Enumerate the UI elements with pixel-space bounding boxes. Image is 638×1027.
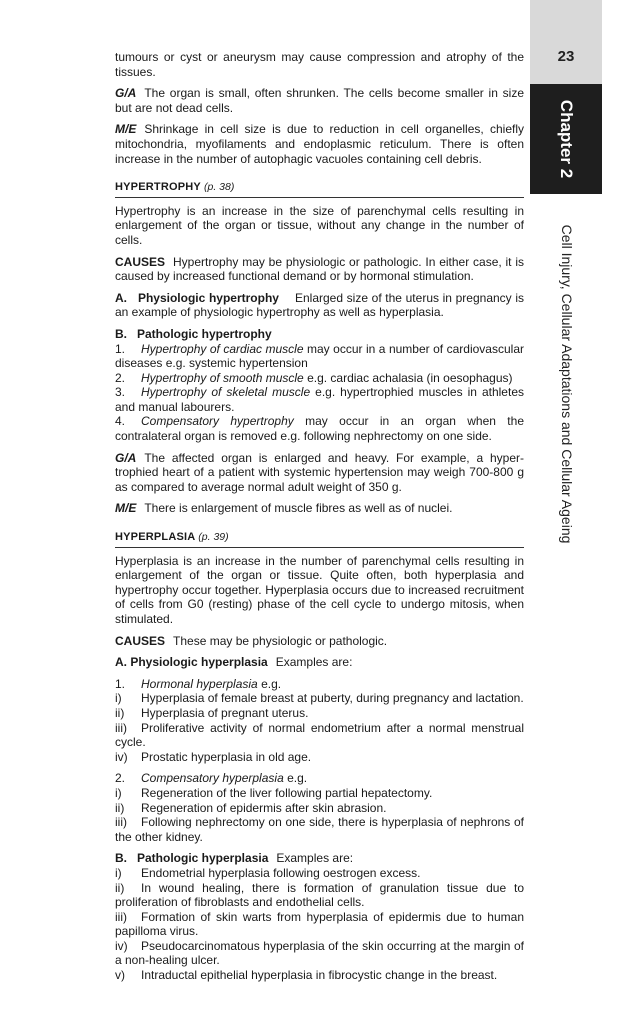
me-text: Shrinkage in cell size is due to reduction in cell organelles, chiefly mitochondria, myofilaments and endoplasmic reticulum. There is often increase in the number of autophagic vacuoles containing cell debris. <box>115 122 524 166</box>
item-number: iv) <box>115 938 128 953</box>
list-item <box>115 750 524 765</box>
item-text: Regeneration of the liver following partial hepatectomy. <box>141 785 433 800</box>
ga-label: G/A <box>115 450 137 465</box>
chapter-sidebar <box>530 0 602 1027</box>
list-item <box>115 691 524 706</box>
me-text: There is enlargement of muscle fibres as well as of nuclei. <box>144 501 453 516</box>
pathologic-hyperplasia <box>115 851 524 982</box>
physiologic-hyperplasia <box>115 655 524 670</box>
hypertrophy-definition: Hypertrophy is an increase in the size of parenchymal cells resulting in enlargement of the organ or tissue, without any change in the number of cells. <box>115 203 524 247</box>
item-number: ii) <box>115 705 125 720</box>
subheading: B. Pathologic hyperplasia <box>115 851 269 866</box>
page-reference: (p. 38) <box>204 181 235 194</box>
list-item <box>115 786 524 801</box>
page-reference: (p. 39) <box>198 531 229 544</box>
subheading: A. Physiologic hyperplasia <box>115 655 268 670</box>
item-text: e.g. cardiac achalasia (in oesophagus) <box>303 370 513 385</box>
item-text: Following nephrectomy on one side, there is hyperplasia of nephrons of the other kidney. <box>115 815 524 844</box>
atrophy-ga-paragraph <box>115 86 524 115</box>
item-number: iii) <box>115 909 127 924</box>
item-text: Proliferative activity of normal endometrium after a normal menstrual cycle. <box>115 720 524 750</box>
list-item <box>115 414 524 443</box>
page-number: 23 <box>557 48 575 65</box>
item-text: Pseudocarcinomatous hyperplasia of the skin occurring at the margin of a non-healing ulcer. <box>115 938 524 968</box>
page-number-box <box>530 0 602 84</box>
causes-text: These may be physiologic or pathologic. <box>173 633 388 648</box>
subheading-text: Examples are: <box>275 655 353 670</box>
hypertrophy-heading <box>115 180 524 198</box>
ga-text: The affected organ is enlarged and heavy. For example, a hyper-trophied heart of a patient with systemic hypertension may weigh 700-800 g as compared to average normal adult weight of 350 g. <box>115 450 524 494</box>
item-number: i) <box>115 865 122 880</box>
item-number: 1. <box>115 341 126 356</box>
running-title: Cell Injury, Cellular Adaptations and Cellular Ageing <box>559 224 575 544</box>
hypertrophy-causes <box>115 255 524 284</box>
list-item <box>115 371 524 386</box>
item-number: 2. <box>115 771 126 786</box>
pathologic-hypertrophy <box>115 327 524 444</box>
item-term: Hypertrophy of skeletal muscle <box>141 385 311 400</box>
ga-label: G/A <box>115 86 137 101</box>
item-number: iv) <box>115 749 128 764</box>
list-item <box>115 706 524 721</box>
section-title: HYPERPLASIA <box>115 531 196 544</box>
list-item <box>115 815 524 844</box>
list-item <box>115 939 524 968</box>
item-number: 2. <box>115 370 126 385</box>
item-term: Hormonal hyperplasia <box>141 676 258 691</box>
item-term: Hypertrophy of smooth muscle <box>141 370 304 385</box>
item-number: 1. <box>115 676 126 691</box>
subheading-text: Enlarged size of the uterus in pregnancy is an example of physiologic hypertrophy as well as hyperplasia. <box>115 290 524 320</box>
hormonal-hyperplasia <box>115 677 524 765</box>
list-heading <box>115 677 524 692</box>
hyperplasia-definition: Hyperplasia is an increase in the number of parenchymal cells resulting in enlargement of the organ or tissue. Quite often, both hyperplasia and hypertrophy occur together. Hyperplasia occurs due to increased recruitment of cells from G0 (resting) phase of the cell cycle to undergo mitosis, when stimulated. <box>115 553 524 626</box>
item-number: iii) <box>115 815 127 830</box>
item-text: may occur in an organ when the contralateral organ is removed e.g. following nephrectomy on one side. <box>115 414 524 444</box>
item-text: e.g. <box>283 771 308 786</box>
list-heading <box>115 771 524 786</box>
ga-text: The organ is small, often shrunken. The cells become smaller in size but are not dead cells. <box>115 86 524 115</box>
item-number: 3. <box>115 385 126 400</box>
list-item <box>115 866 524 881</box>
list-item <box>115 801 524 816</box>
me-label: M/E <box>115 122 137 137</box>
item-term: Compensatory hypertrophy <box>141 414 294 429</box>
item-number: i) <box>115 691 122 706</box>
hypertrophy-me-paragraph <box>115 501 524 516</box>
item-text: Formation of skin warts from hyperplasia of epidermis due to human papilloma virus. <box>115 909 524 939</box>
item-number: ii) <box>115 800 125 815</box>
item-text: Regeneration of epidermis after skin abrasion. <box>141 800 387 815</box>
hyperplasia-causes <box>115 634 524 649</box>
subheading-line <box>115 851 524 866</box>
item-text: Hyperplasia of female breast at puberty, during pregnancy and lactation. <box>141 691 524 706</box>
me-label: M/E <box>115 501 137 516</box>
item-text: Hyperplasia of pregnant uterus. <box>141 705 309 720</box>
atrophy-me-paragraph <box>115 122 524 166</box>
item-number: ii) <box>115 880 125 895</box>
item-term: Hypertrophy of cardiac muscle <box>141 341 304 356</box>
item-text: Endometrial hyperplasia following oestrogen excess. <box>141 865 421 880</box>
list-item <box>115 881 524 910</box>
compensatory-hyperplasia <box>115 771 524 844</box>
subheading-text: Examples are: <box>276 851 354 866</box>
item-text: In wound healing, there is formation of granulation tissue due to proliferation of fibroblasts and endothelial cells. <box>115 880 524 910</box>
item-text: Intraductal epithelial hyperplasia in fibrocystic change in the breast. <box>141 968 498 983</box>
causes-label: CAUSES <box>115 254 166 269</box>
item-text: e.g. <box>257 676 282 691</box>
section-title: HYPERTROPHY <box>115 181 201 194</box>
list-item <box>115 721 524 750</box>
causes-text: Hypertrophy may be physiologic or pathologic. In either case, it is caused by increased functional demand or by hormonal stimulation. <box>115 254 524 284</box>
list-item <box>115 342 524 371</box>
subheading: B. Pathologic hypertrophy <box>115 326 272 341</box>
list-item <box>115 968 524 983</box>
chapter-label: Chapter 2 <box>557 99 576 179</box>
item-number: iii) <box>115 720 127 735</box>
item-text: e.g. hypertrophied muscles in athletes and manual labourers. <box>115 385 524 414</box>
item-number: i) <box>115 785 122 800</box>
page-body <box>115 50 524 990</box>
item-number: 4. <box>115 414 126 429</box>
item-number: v) <box>115 968 125 983</box>
hypertrophy-ga-paragraph <box>115 451 524 495</box>
subheading: A. Physiologic hypertrophy <box>115 290 279 305</box>
item-text: may occur in a number of cardiovascular diseases e.g. systemic hypertension <box>115 341 524 371</box>
physiologic-hypertrophy <box>115 291 524 320</box>
atrophy-intro: tumours or cyst or aneurysm may cause compression and atrophy of the tissues. <box>115 50 524 79</box>
item-text: Prostatic hyperplasia in old age. <box>141 749 312 764</box>
hyperplasia-heading <box>115 530 524 548</box>
list-item <box>115 385 524 414</box>
list-item <box>115 910 524 939</box>
item-term: Compensatory hyperplasia <box>141 771 284 786</box>
causes-label: CAUSES <box>115 633 166 648</box>
